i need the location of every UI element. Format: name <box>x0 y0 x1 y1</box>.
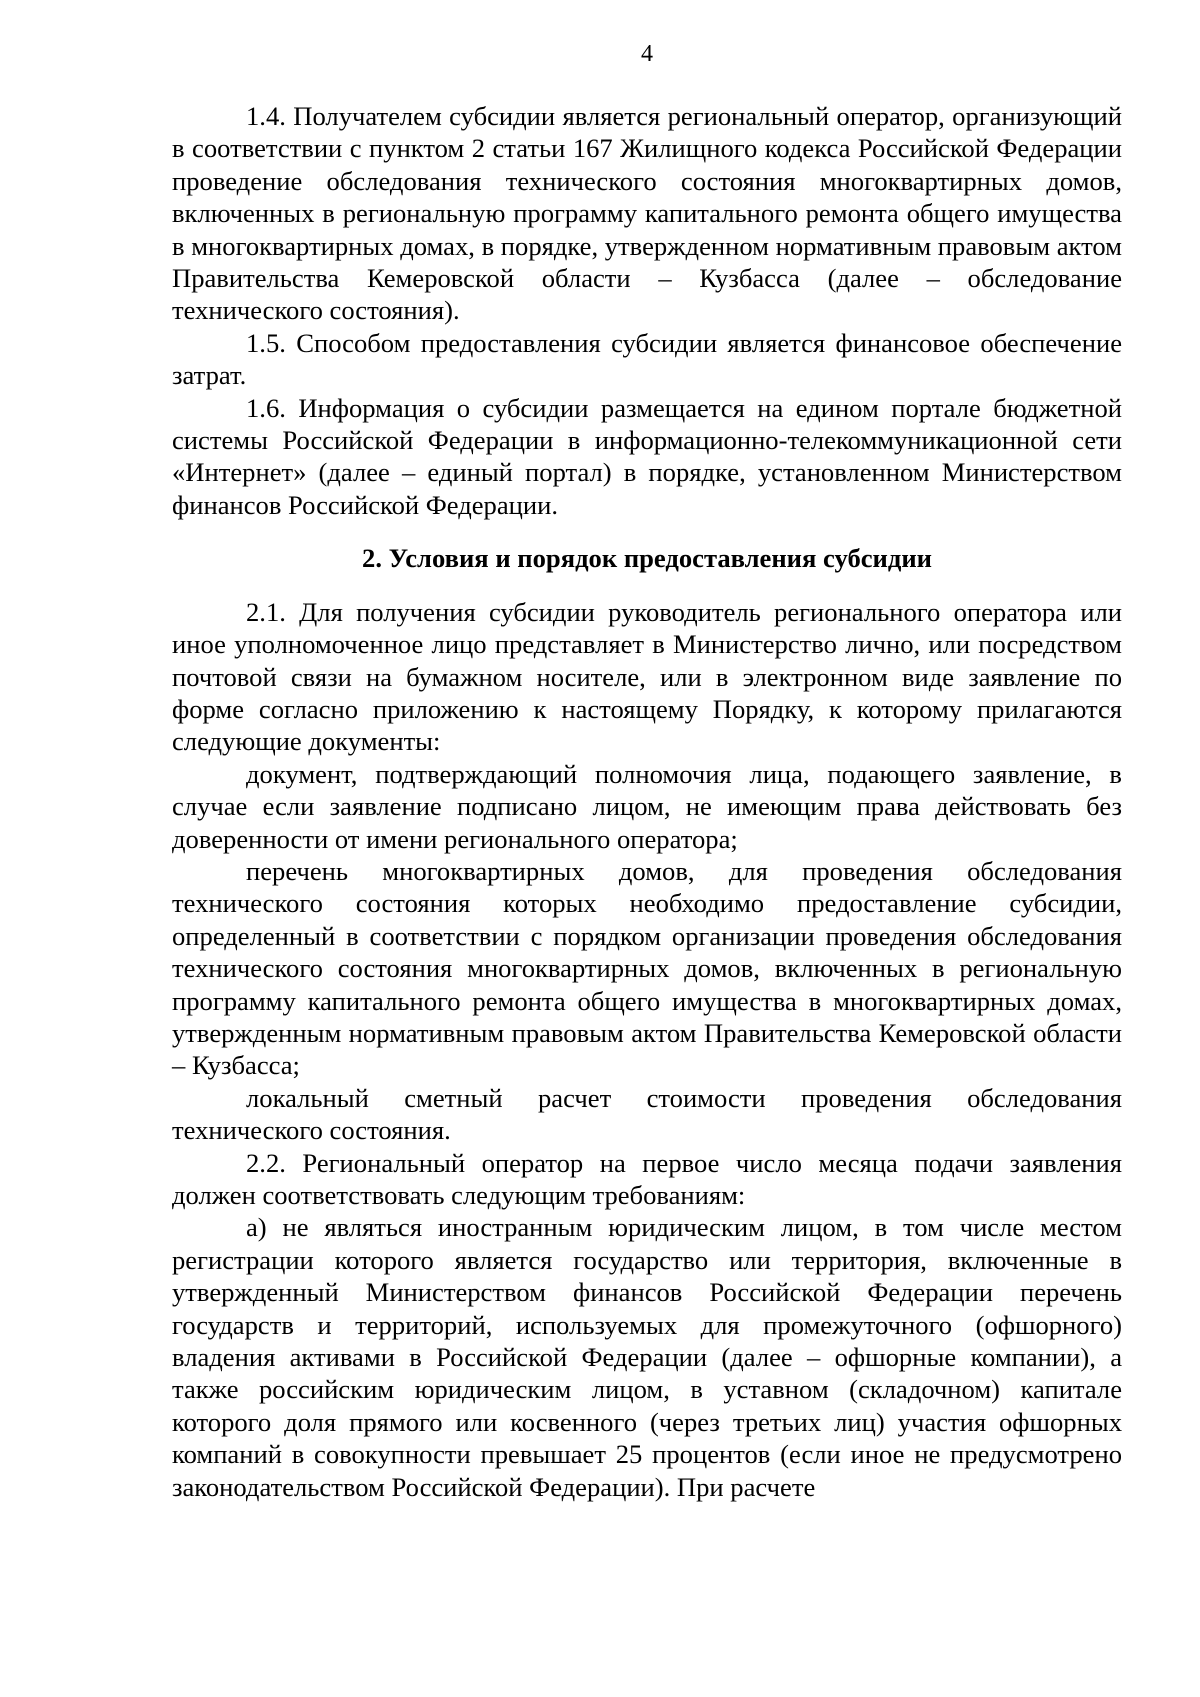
document-body <box>172 100 1122 1503</box>
paragraph-estimate: локальный сметный расчет стоимости проведения обследования технического состояния. <box>172 1082 1122 1146</box>
paragraph-1-4: 1.4. Получателем субсидии является региональный оператор, организующий в соответствии с пунктом 2 статьи 167 Жилищного кодекса Российской Федерации проведение обследования технического состояния многоквартирных домов, включенных в региональную программу капитального ремонта общего имущества в многоквартирных домах, в порядке, утвержденном нормативным правовым актом Правительства Кемеровской области – Кузбасса (далее – обследование технического состояния). <box>172 101 1122 326</box>
section-heading: 2. Условия и порядок предоставления субсидии <box>362 543 932 574</box>
paragraph-1-5: 1.5. Способом предоставления субсидии является финансовое обеспечение затрат. <box>172 327 1122 391</box>
paragraph-2-2-a: а) не являться иностранным юридическим лицом, в том числе местом регистрации которого является государство или территория, включенные в утвержденный Министерством финансов Российской Федерации перечень государств и территорий, используемых для промежуточного (офшорного) владения активами в Российской Федерации (далее – офшорные компании), а также российским юридическим лицом, в уставном (складочном) капитале которого доля прямого или косвенного (через третьих лиц) участия офшорных компаний в совокупности превышает 25 процентов (если иное не предусмотрено законодательством Российской Федерации). При расчете <box>172 1212 1122 1502</box>
paragraph-document-authority: документ, подтверждающий полномочия лица, подающего заявление, в случае если заявление подписано лицом, не имеющим права действовать без доверенности от имени регионального оператора; <box>172 758 1122 854</box>
paragraph-2-1: 2.1. Для получения субсидии руководитель регионального оператора или иное уполномоченное лицо представляет в Министерство лично, или посредством почтовой связи на бумажном носителе, или в электронном виде заявление по форме согласно приложению к настоящему Порядку, к которому прилагаются следующие документы: <box>172 596 1122 757</box>
page-number: 4 <box>641 41 653 67</box>
paragraph-2-2: 2.2. Региональный оператор на первое число месяца подачи заявления должен соответствовать следующим требованиям: <box>172 1147 1122 1210</box>
paragraph-1-6: 1.6. Информация о субсидии размещается на едином портале бюджетной системы Российской Федерации в информационно-телекоммуникационной сети «Интернет» (далее – единый портал) в порядке, установленном Министерством финансов Российской Федерации. <box>172 392 1122 520</box>
paragraph-building-list: перечень многоквартирных домов, для проведения обследования технического состояния которых необходимо предоставление субсидии, определенный в соответствии с порядком организации проведения обследования технического состояния многоквартирных домов, включенных в региональную программу капитального ремонта общего имущества в многоквартирных домах, утвержденным нормативным правовым актом Правительства Кемеровской области – Кузбасса; <box>172 855 1122 1081</box>
